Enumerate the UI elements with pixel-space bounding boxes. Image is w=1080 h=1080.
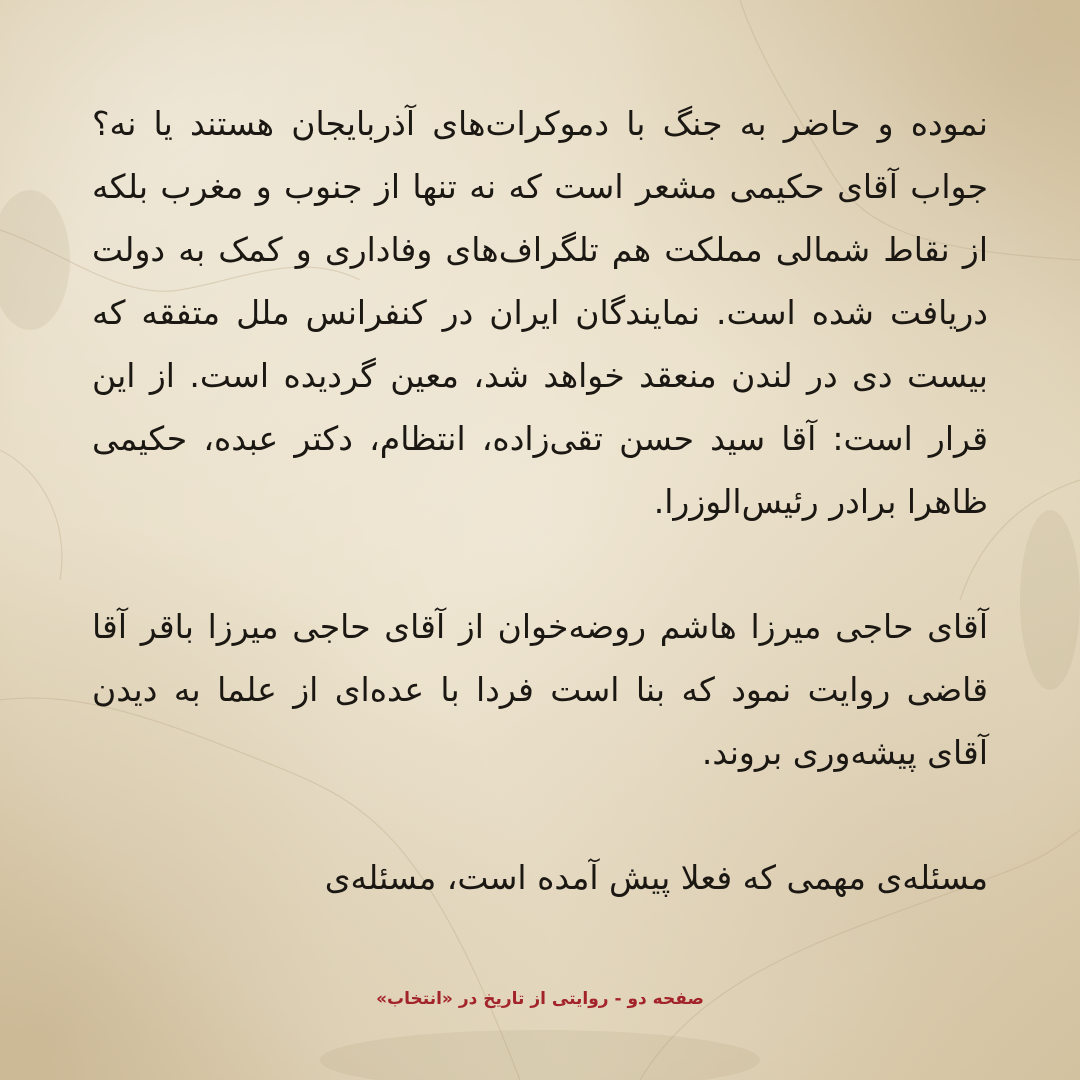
paragraph-2: آقای حاجی میرزا هاشم روضه‌خوان از آقای حاجی میرزا باقر آقا قاضی روایت نمود که بنا است فردا با عده‌ای از علما به دیدن آقای پیشه‌وری بروند. [92,607,988,772]
page-footer: صفحه دو - روایتی از تاریخ در «انتخاب» [376,989,704,1009]
article-body [92,92,988,909]
paper-stain [1020,510,1080,690]
paper-crease [0,450,62,580]
paragraph-1: نموده و حاضر به جنگ با دموکرات‌های آذربایجان هستند یا نه؟ جواب آقای حکیمی مشعر است که نه تنها از جنوب و مغرب بلکه از نقاط شمالی مملکت هم تلگراف‌های وفاداری و کمک به دولت دریافت شده است. نمایندگان ایران در کنفرانس ملل متفقه که بیست دی در لندن منعقد خواهد شد، معین گردیده است. از این قرار است: آقا سید حسن تقی‌زاده، انتظام، دکتر عبده، حکیمی ظاهرا برادر رئیس‌الوزرا. [92,104,988,521]
paragraph-3: مسئله‌ی مهمی که فعلا پیش آمده است، مسئله‌ی [324,858,988,897]
paper-stain [0,190,70,330]
paper-stain [320,1030,760,1080]
